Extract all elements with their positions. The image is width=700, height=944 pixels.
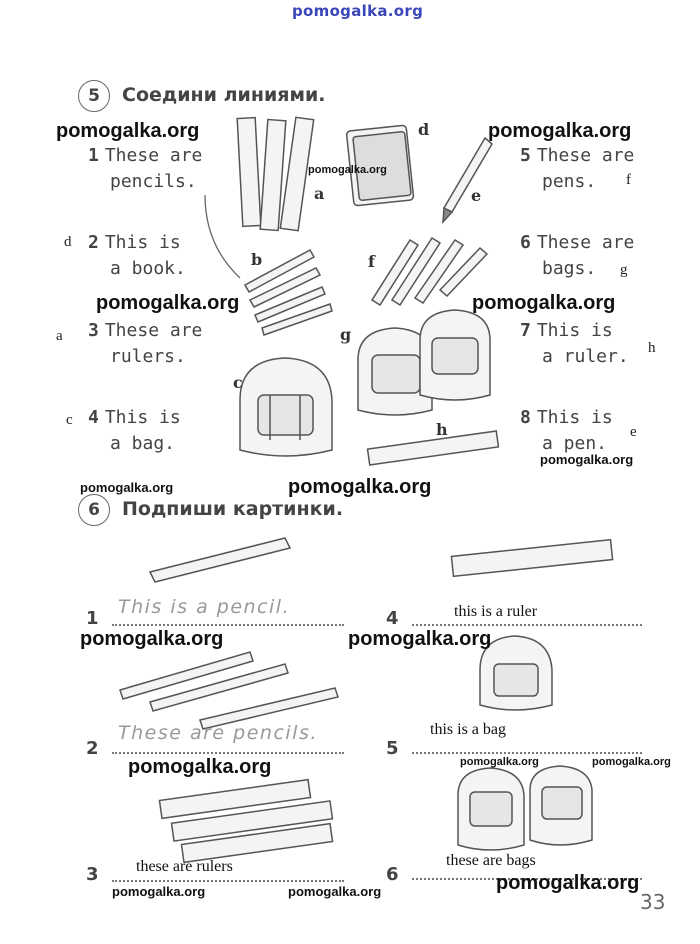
- watermark-text: pomogalka.org: [592, 756, 671, 768]
- pic-label-d: d: [418, 120, 430, 139]
- rulers-picture-a: [237, 117, 314, 230]
- answer-letter-7: h: [648, 340, 656, 356]
- line-5-number: 5: [386, 738, 399, 759]
- sentence-8: [520, 405, 613, 457]
- sentence-7-line1: This is: [536, 320, 613, 341]
- line-6-number: 6: [386, 864, 399, 885]
- exercise-6-title: Подпиши картинки.: [122, 498, 344, 520]
- line-2-number: 2: [86, 738, 99, 759]
- watermark-text: pomogalka.org: [128, 756, 272, 778]
- bags-picture-g: [358, 310, 490, 415]
- watermark-text: pomogalka.org: [460, 756, 539, 768]
- answer-letter-2: d: [64, 234, 72, 250]
- sentence-2-number: 2: [88, 232, 99, 253]
- exercise-5-title: Соедини линиями.: [122, 84, 326, 106]
- sentence-6-line1: These are: [536, 232, 635, 253]
- connecting-line: [205, 195, 240, 278]
- answer-6: these are bags: [446, 852, 536, 869]
- ex6-bags-picture: [458, 766, 592, 850]
- sentence-3-line1: These are: [104, 320, 203, 341]
- pic-label-b: b: [251, 250, 263, 269]
- answer-letter-3: a: [56, 328, 63, 344]
- sentence-3-line2: rulers.: [110, 346, 186, 367]
- watermark-text: pomogalka.org: [472, 292, 616, 314]
- sentence-4-line1: This is: [104, 407, 181, 428]
- sentence-6-number: 6: [520, 232, 531, 253]
- writing-line-2: [112, 752, 344, 754]
- answer-4: this is a ruler: [454, 603, 538, 620]
- line-1-number: 1: [86, 608, 99, 629]
- watermark-text: pomogalka.org: [496, 872, 640, 894]
- pic-label-g: g: [340, 325, 352, 344]
- exercise-6-number: 6: [78, 494, 110, 526]
- writing-line-5: [412, 752, 642, 754]
- watermark-text: pomogalka.org: [308, 164, 387, 176]
- sample-answer-2: These are pencils.: [118, 722, 318, 744]
- sentence-6-line2: bags.: [542, 258, 597, 279]
- sentence-5: [520, 143, 634, 195]
- sentence-2-line2: a book.: [110, 258, 186, 279]
- page-number: 33: [640, 890, 666, 914]
- sentence-5-line1: These are: [536, 145, 635, 166]
- line-3-number: 3: [86, 864, 99, 885]
- pic-label-h: h: [436, 420, 448, 439]
- pic-label-e: e: [471, 186, 482, 205]
- sentence-7: [520, 318, 629, 370]
- sentence-5-number: 5: [520, 145, 531, 166]
- answer-5: this is a bag: [430, 721, 506, 738]
- sample-answer-1: This is a pencil.: [118, 596, 291, 618]
- answer-letter-8: e: [630, 424, 637, 440]
- sentence-1: [88, 143, 202, 195]
- watermark-text: pomogalka.org: [112, 884, 206, 899]
- answer-letter-5: f: [626, 172, 631, 188]
- ex6-pencils-picture: [120, 652, 338, 729]
- sentence-7-number: 7: [520, 320, 531, 341]
- answer-letter-4: c: [66, 412, 73, 428]
- watermark-text: pomogalka.org: [488, 120, 632, 142]
- sentence-3-number: 3: [88, 320, 99, 341]
- line-4-number: 4: [386, 608, 399, 629]
- watermark-text: pomogalka.org: [80, 480, 174, 495]
- watermark-text: pomogalka.org: [288, 476, 432, 498]
- watermark-text: pomogalka.org: [540, 452, 634, 467]
- pic-label-f: f: [368, 252, 375, 271]
- sentence-4-line2: a bag.: [110, 433, 176, 454]
- ex6-ruler-picture: [451, 540, 612, 577]
- answer-3: these are rulers: [136, 858, 233, 875]
- sentence-8-line2: a pen.: [542, 433, 608, 454]
- sentence-8-line1: This is: [536, 407, 613, 428]
- watermark-text: pomogalka.org: [56, 120, 200, 142]
- sentence-1-number: 1: [88, 145, 99, 166]
- sentence-4: [88, 405, 181, 457]
- sentence-1-line2: pencils.: [110, 171, 197, 192]
- watermark-text: pomogalka.org: [348, 628, 492, 650]
- writing-line-4: [412, 624, 642, 626]
- pic-label-a: a: [314, 184, 325, 203]
- bag-picture-c: [240, 358, 332, 456]
- sentence-7-line2: a ruler.: [542, 346, 629, 367]
- sentence-3: [88, 318, 202, 370]
- ruler-picture-h: [368, 431, 499, 465]
- exercise-5-number: 5: [78, 80, 110, 112]
- watermark-text: pomogalka.org: [96, 292, 240, 314]
- sentence-8-number: 8: [520, 407, 531, 428]
- site-header-link[interactable]: pomogalka.org: [292, 2, 424, 20]
- pens-picture-f: [372, 238, 487, 305]
- sentence-2: [88, 230, 186, 282]
- watermark-text: pomogalka.org: [288, 884, 382, 899]
- sentence-4-number: 4: [88, 407, 99, 428]
- answer-letter-6: g: [620, 262, 628, 278]
- ex6-rulers-picture: [159, 780, 332, 863]
- sentence-2-line1: This is: [104, 232, 181, 253]
- watermark-text: pomogalka.org: [80, 628, 224, 650]
- pic-label-c: c: [233, 373, 243, 392]
- sentence-5-line2: pens.: [542, 171, 597, 192]
- sentence-6: [520, 230, 634, 282]
- sentence-1-line1: These are: [104, 145, 203, 166]
- ex6-pencil-picture: [150, 538, 290, 582]
- writing-line-3: [112, 880, 344, 882]
- pen-picture-e: [443, 138, 492, 222]
- writing-line-1: [112, 624, 344, 626]
